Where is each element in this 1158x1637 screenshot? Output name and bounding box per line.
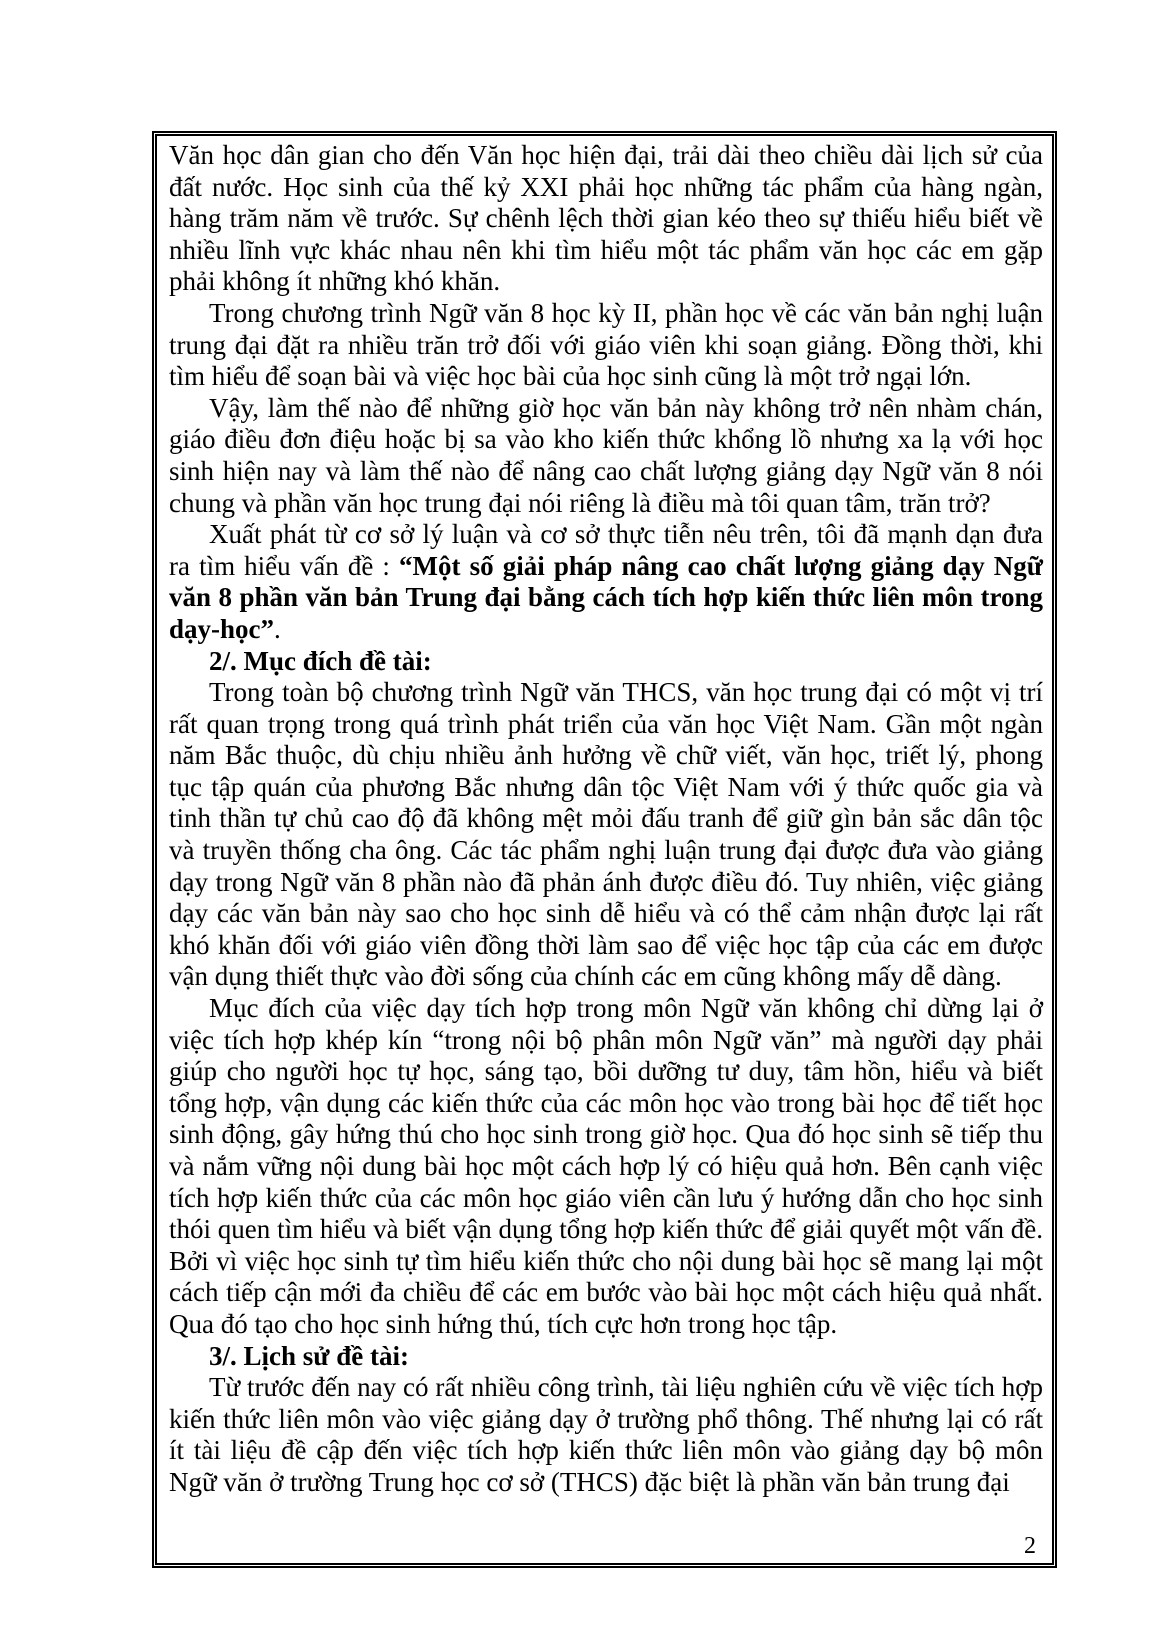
paragraph: Trong toàn bộ chương trình Ngữ văn THCS, văn học trung đại có một vị trí rất quan trọng trong quá trình phát triển của văn học Việt Nam. Gần một ngàn năm Bắc thuộc, dù chịu nhiều ảnh hưởng về chữ viết, văn học, triết lý, phong tục tập quán của phương Bắc nhưng dân tộc Việt Nam với ý thức quốc gia và tinh thần tự chủ cao độ đã không mệt mỏi đấu tranh để giữ gìn bản sắc dân tộc và truyền thống cha ông. Các tác phẩm nghị luận trung đại được đưa vào giảng dạy trong Ngữ văn 8 phần nào đã phản ánh được điều đó. Tuy nhiên, việc giảng dạy các văn bản này sao cho học sinh dễ hiểu và có thể cảm nhận được lại rất khó khăn đối với giáo viên đồng thời làm sao để việc học tập của các em được vận dụng thiết thực vào đời sống của chính các em cũng không mấy dễ dàng.	[169, 677, 1043, 992]
paragraph: Vậy, làm thế nào để những giờ học văn bản này không trở nên nhàm chán, giáo điều đơn điệu hoặc bị sa vào kho kiến thức khổng lồ nhưng xa lạ với học sinh hiện nay và làm thế nào để nâng cao chất lượng giảng dạy Ngữ văn 8 nói chung và phần văn học trung đại nói riêng là điều mà tôi quan tâm, trăn trở?	[169, 392, 1043, 518]
page-number: 2	[1024, 1533, 1036, 1559]
paragraph: Văn học dân gian cho đến Văn học hiện đại, trải dài theo chiều dài lịch sử của đất nước. Học sinh của thế kỷ XXI phải học những tác phẩm của hàng ngàn, hàng trăm năm về trước. Sự chênh lệch thời gian kéo theo sự thiếu hiểu biết về nhiều lĩnh vực khác nhau nên khi tìm hiểu một tác phẩm văn học các em gặp phải không ít những khó khăn.	[169, 140, 1043, 297]
paragraph: Mục đích của việc dạy tích hợp trong môn Ngữ văn không chỉ dừng lại ở việc tích hợp khép kín “trong nội bộ phân môn Ngữ văn” mà người dạy phải giúp cho người học tự học, sáng tạo, bồi dưỡng tư duy, tâm hồn, hiểu và biết tổng hợp, vận dụng các kiến thức của các môn học vào trong bài học để tiết học sinh động, gây hứng thú cho học sinh trong giờ học. Qua đó học sinh sẽ tiếp thu và nắm vững nội dung bài học một cách hợp lý có hiệu quả hơn. Bên cạnh việc tích hợp kiến thức của các môn học giáo viên cần lưu ý hướng dẫn cho học sinh thói quen tìm hiểu và biết vận dụng tổng hợp kiến thức để giải quyết một vấn đề. Bởi vì việc học sinh tự tìm hiểu kiến thức cho nội dung bài học sẽ mang lại một cách tiếp cận mới đa chiều để các em bước vào bài học một cách hiệu quả nhất. Qua đó tạo cho học sinh hứng thú, tích cực hơn trong học tập.	[169, 993, 1043, 1339]
paragraph-text: Xuất phát từ cơ sở lý luận và cơ sở thực tiễn nêu trên, tôi đã mạnh dạn đưa ra tìm hiểu vấn đề :	[169, 519, 1043, 581]
paragraph: Từ trước đến nay có rất nhiều công trình, tài liệu nghiên cứu về việc tích hợp kiến thức liên môn vào việc giảng dạy ở trường phổ thông. Thế nhưng lại có rất ít tài liệu đề cập đến việc tích hợp kiến thức liên môn vào giảng dạy bộ môn Ngữ văn ở trường Trung học cơ sở (THCS) đặc biệt là phần văn bản trung đại	[169, 1372, 1043, 1497]
page-border-frame	[152, 131, 1057, 1568]
section-heading: 2/. Mục đích đề tài:	[209, 645, 432, 676]
paragraph: Trong chương trình Ngữ văn 8 học kỳ II, phần học về các văn bản nghị luận trung đại đặt ra nhiều trăn trở đối với giáo viên khi soạn giảng. Đồng thời, khi tìm hiểu để soạn bài và việc học bài của học sinh cũng là một trở ngại lớn.	[169, 297, 1043, 392]
paragraph	[169, 519, 1043, 645]
emphasized-topic-title: “Một số giải pháp nâng cao chất lượng giảng dạy Ngữ văn 8 phần văn bản Trung đại bằng cách tích hợp kiến thức liên môn trong dạy-học”	[169, 550, 1043, 644]
document-text	[157, 136, 1052, 1499]
paragraph-text: .	[274, 613, 281, 644]
section-heading: 3/. Lịch sử đề tài:	[209, 1340, 409, 1371]
